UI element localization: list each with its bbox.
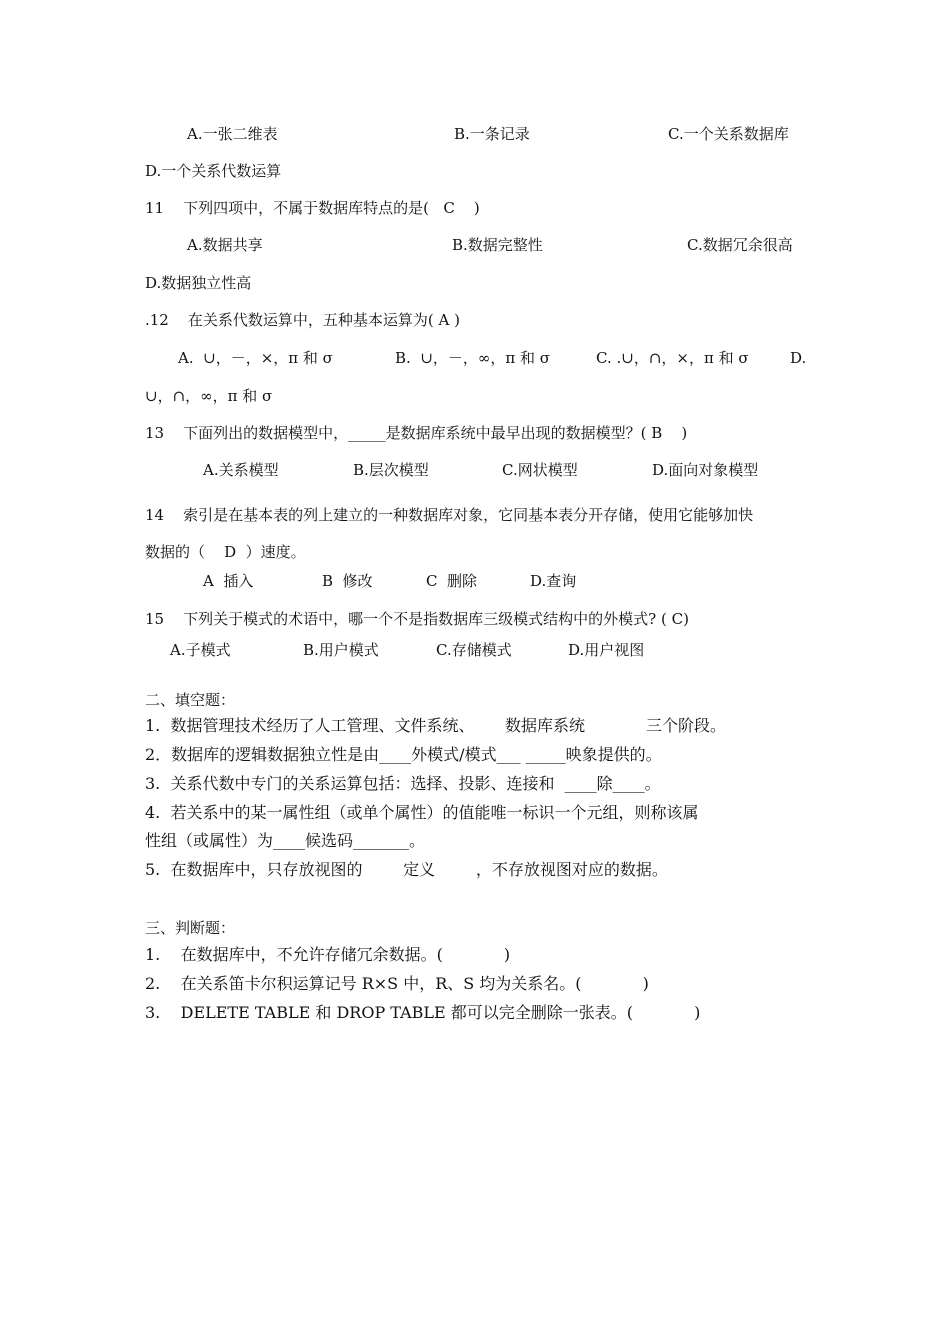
q13-option-a: A.关系模型 bbox=[203, 461, 279, 479]
q11-option-d: D.数据独立性高 bbox=[145, 274, 252, 292]
q10-option-b: B.一条记录 bbox=[454, 125, 530, 143]
q10-option-c: C.一个关系数据库 bbox=[668, 125, 789, 143]
judge-item: 3. DELETE TABLE 和 DROP TABLE 都可以完全删除一张表。( ) bbox=[145, 1003, 701, 1022]
judge-item: 2. 在关系笛卡尔积运算记号 R×S 中，R、S 均为关系名。( ) bbox=[145, 974, 649, 993]
q14-stem-line2: 数据的（ D ）速度。 bbox=[145, 543, 306, 561]
q13-option-d: D.面向对象模型 bbox=[652, 461, 759, 479]
fill-item: 3. 关系代数中专门的关系运算包括：选择、投影、连接和 ____除____。 bbox=[145, 774, 661, 793]
q13-stem: 13 下面列出的数据模型中，_____是数据库系统中最早出现的数据模型？( B ) bbox=[145, 424, 688, 442]
q11-option-a: A.数据共享 bbox=[187, 236, 263, 254]
q14-option-d: D.查询 bbox=[530, 572, 577, 590]
fill-item: 性组（或属性）为____候选码_______。 bbox=[145, 831, 426, 850]
q12-option-a: A. ∪，－，×，π 和 σ bbox=[178, 349, 333, 367]
q12-option-b: B. ∪，－，∞，π 和 σ bbox=[395, 349, 551, 367]
q15-option-b: B.用户模式 bbox=[303, 641, 379, 659]
q14-option-c: C 删除 bbox=[426, 572, 478, 590]
q14-stem-line1: 14 索引是在基本表的列上建立的一种数据库对象，它同基本表分开存储，使用它能够加快 bbox=[145, 506, 754, 524]
q13-option-c: C.网状模型 bbox=[502, 461, 578, 479]
q12-stem: .12 在关系代数运算中，五种基本运算为( A ) bbox=[145, 311, 461, 329]
q11-stem: 11 下列四项中，不属于数据库特点的是( C ) bbox=[145, 199, 480, 217]
q15-option-d: D.用户视图 bbox=[568, 641, 645, 659]
fill-item: 5. 在数据库中，只存放视图的 定义 ，不存放视图对应的数据。 bbox=[145, 860, 668, 879]
q10-option-d: D.一个关系代数运算 bbox=[145, 162, 282, 180]
q13-option-b: B.层次模型 bbox=[353, 461, 429, 479]
fill-item: 4. 若关系中的某一属性组（或单个属性）的值能唯一标识一个元组，则称该属 bbox=[145, 803, 699, 822]
fill-item: 1. 数据管理技术经历了人工管理、文件系统、 数据库系统 三个阶段。 bbox=[145, 716, 726, 735]
q14-option-a: A 插入 bbox=[203, 572, 254, 590]
q14-option-b: B 修改 bbox=[322, 572, 373, 590]
q11-option-c: C.数据冗余很高 bbox=[687, 236, 793, 254]
q15-option-a: A.子模式 bbox=[170, 641, 231, 659]
judge-item: 1. 在数据库中，不允许存储冗余数据。( ) bbox=[145, 945, 511, 964]
q10-option-a: A.一张二维表 bbox=[187, 125, 278, 143]
q12-option-d-label: D. bbox=[790, 349, 807, 367]
judge-section-heading: 三、判断题： bbox=[145, 919, 236, 937]
q11-option-b: B.数据完整性 bbox=[452, 236, 543, 254]
q15-stem: 15 下列关于模式的术语中，哪一个不是指数据库三级模式结构中的外模式? ( C) bbox=[145, 610, 689, 628]
fill-item: 2．数据库的逻辑数据独立性是由____外模式/模式___ _____映象提供的。 bbox=[145, 745, 662, 764]
q12-option-d-text: ∪，∩，∞，π 和 σ bbox=[145, 387, 273, 405]
q12-option-c: C. .∪，∩，×，π 和 σ bbox=[596, 349, 749, 367]
fill-section-heading: 二、填空题： bbox=[145, 691, 236, 709]
q15-option-c: C.存储模式 bbox=[436, 641, 512, 659]
